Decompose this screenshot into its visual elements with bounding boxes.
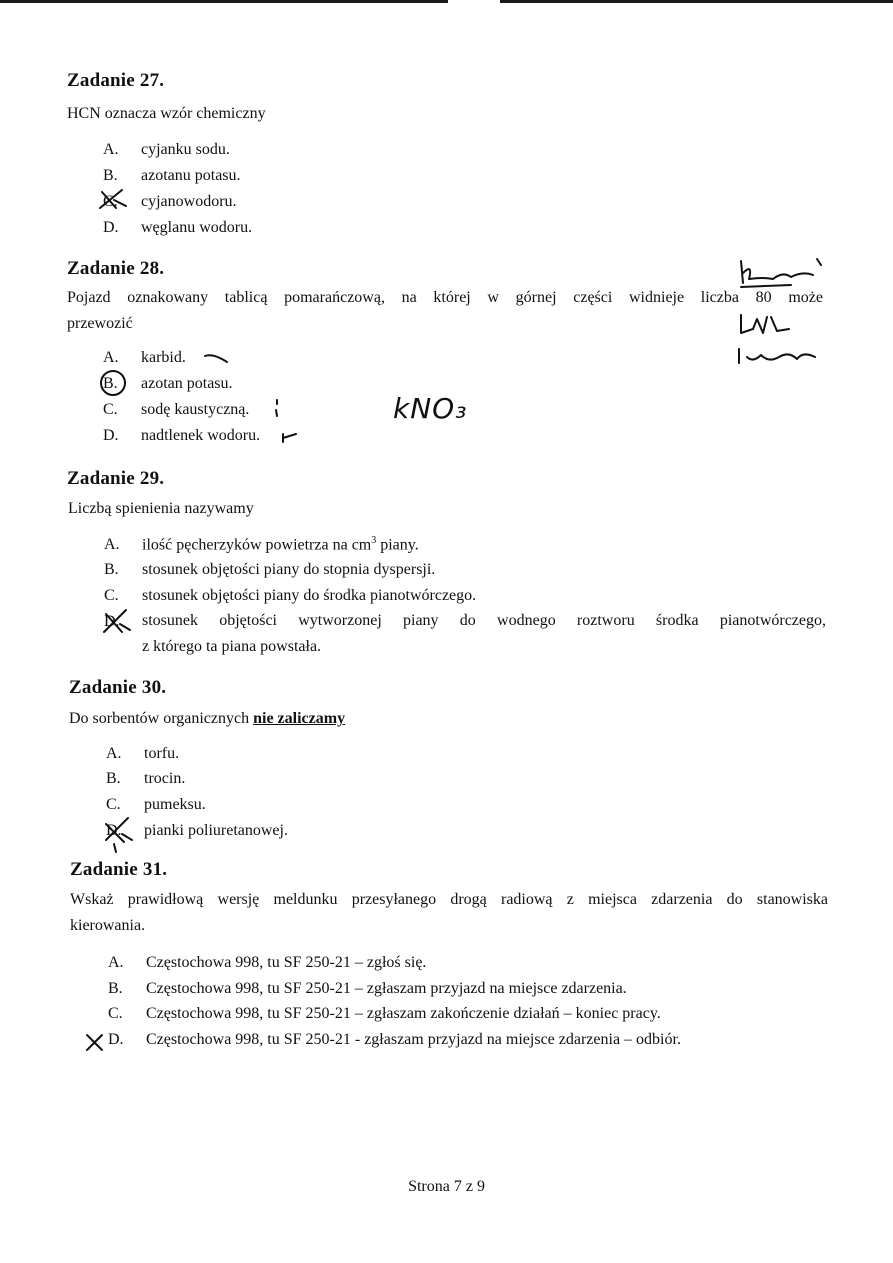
question-28-title: Zadanie 28.: [67, 258, 165, 279]
option-letter: A.: [108, 954, 124, 971]
question-31-text-line1: Wskaż prawidłową wersję meldunku przesyłanego drogą radiową z miejsca zdarzenia do stanowiska: [70, 891, 828, 908]
handwritten-tick-icon: [280, 432, 300, 444]
top-rule-left: [0, 0, 448, 3]
question-29-option-d-line1: stosunek objętości wytworzonej piany do wodnego roztworu środka pianotwórczego,: [142, 612, 826, 629]
option-letter: B.: [106, 770, 121, 787]
question-31-option-a[interactable]: [108, 954, 426, 972]
answer-cross-mark-icon: [100, 814, 136, 856]
question-27-title: Zadanie 27.: [67, 70, 165, 91]
option-letter: C.: [108, 1005, 123, 1022]
question-29-option-a[interactable]: [104, 535, 419, 554]
option-letter: D.: [108, 1031, 124, 1048]
option-text: pianki poliuretanowej.: [144, 822, 288, 839]
option-letter: C.: [104, 587, 119, 604]
handwritten-dot-icon: [272, 398, 282, 420]
question-29-option-c[interactable]: [104, 587, 476, 605]
question-28-option-a[interactable]: [103, 349, 186, 367]
option-text: Częstochowa 998, tu SF 250-21 – zgłaszam zakończenie działań – koniec pracy.: [146, 1005, 661, 1022]
option-text-tail: piany.: [376, 536, 419, 554]
question-30-option-b[interactable]: [106, 770, 185, 788]
option-letter: B.: [103, 167, 118, 184]
option-letter: C.: [103, 401, 118, 418]
question-30-option-c[interactable]: [106, 796, 206, 814]
question-29-option-b[interactable]: [104, 561, 435, 579]
option-text: trocin.: [144, 770, 186, 787]
option-text: węglanu wodoru.: [141, 219, 253, 236]
option-text: Częstochowa 998, tu SF 250-21 – zgłaszam przyjazd na miejsce zdarzenia.: [146, 980, 627, 997]
answer-cross-mark-icon: [100, 606, 134, 638]
option-text: sodę kaustyczną.: [141, 401, 250, 418]
option-letter: A.: [103, 141, 119, 158]
question-30-title: Zadanie 30.: [69, 677, 167, 698]
question-27-option-b[interactable]: [103, 167, 241, 185]
handwritten-formula: kNO₃: [393, 392, 468, 425]
question-31-text-line2: kierowania.: [70, 917, 146, 934]
option-text: azotanu potasu.: [141, 167, 241, 184]
option-letter: D.: [103, 219, 119, 236]
option-text: Częstochowa 998, tu SF 250-21 - zgłaszam przyjazd na miejsce zdarzenia – odbiór.: [146, 1031, 681, 1048]
answer-cross-mark-icon: [84, 1032, 106, 1054]
option-text: stosunek objętości piany do środka pianotwórczego.: [142, 587, 477, 604]
option-text: karbid.: [141, 349, 186, 366]
question-27-option-d[interactable]: [103, 219, 252, 237]
option-text: Częstochowa 998, tu SF 250-21 – zgłoś się.: [146, 954, 427, 971]
answer-cross-mark-icon: [96, 186, 130, 214]
option-letter: A.: [104, 536, 120, 554]
handwritten-dash-icon: [203, 352, 229, 364]
option-letter: C.: [106, 796, 121, 813]
question-29-text: Liczbą spienienia nazywamy: [68, 500, 254, 517]
option-letter: A.: [103, 349, 119, 366]
question-28-text-line2: przewozić: [67, 315, 133, 332]
option-text: cyjanowodoru.: [141, 193, 237, 210]
option-letter: D.: [103, 427, 119, 444]
option-text: azotan potasu.: [141, 375, 233, 392]
top-rule-right: [500, 0, 893, 3]
option-letter: D.: [106, 822, 122, 839]
superscript: 3: [371, 535, 377, 546]
question-27-option-a[interactable]: [103, 141, 230, 159]
question-31-option-c[interactable]: [108, 1005, 661, 1023]
question-30-text: [69, 706, 345, 732]
question-28-option-d[interactable]: [103, 427, 260, 445]
option-letter: B.: [104, 561, 119, 578]
handwritten-margin-notes-icon: [733, 253, 825, 373]
question-29-option-d-line2: z którego ta piana powstała.: [142, 638, 322, 655]
option-letter: B.: [103, 375, 118, 392]
option-text: torfu.: [144, 745, 180, 762]
question-28-text-line1: Pojazd oznakowany tablicą pomarańczową, na której w górnej części widnieje liczba 80 może: [67, 289, 823, 306]
option-letter: C.: [103, 193, 118, 210]
option-letter: A.: [106, 745, 122, 762]
page-number: Strona 7 z 9: [408, 1178, 485, 1195]
question-30-option-a[interactable]: [106, 745, 179, 763]
option-text: cyjanku sodu.: [141, 141, 230, 158]
question-31-option-b[interactable]: [108, 980, 627, 998]
question-29-title: Zadanie 29.: [67, 468, 165, 489]
option-text: pumeksu.: [144, 796, 206, 813]
question-31-title: Zadanie 31.: [70, 859, 168, 880]
option-letter: B.: [108, 980, 123, 997]
answer-circle-mark-icon: [98, 368, 130, 398]
question-27-text: HCN oznacza wzór chemiczny: [67, 105, 266, 122]
question-31-option-d[interactable]: [108, 1031, 681, 1049]
option-text: ilość pęcherzyków powietrza na cm: [142, 536, 372, 554]
option-letter: D.: [104, 613, 120, 630]
question-28-option-c[interactable]: [103, 401, 249, 419]
question-30-text-prefix: Do sorbentów organicznych: [69, 710, 254, 727]
option-text: stosunek objętości piany do stopnia dyspersji.: [142, 561, 436, 578]
option-text: nadtlenek wodoru.: [141, 427, 261, 444]
question-30-emphasis: nie zaliczamy: [253, 710, 346, 727]
